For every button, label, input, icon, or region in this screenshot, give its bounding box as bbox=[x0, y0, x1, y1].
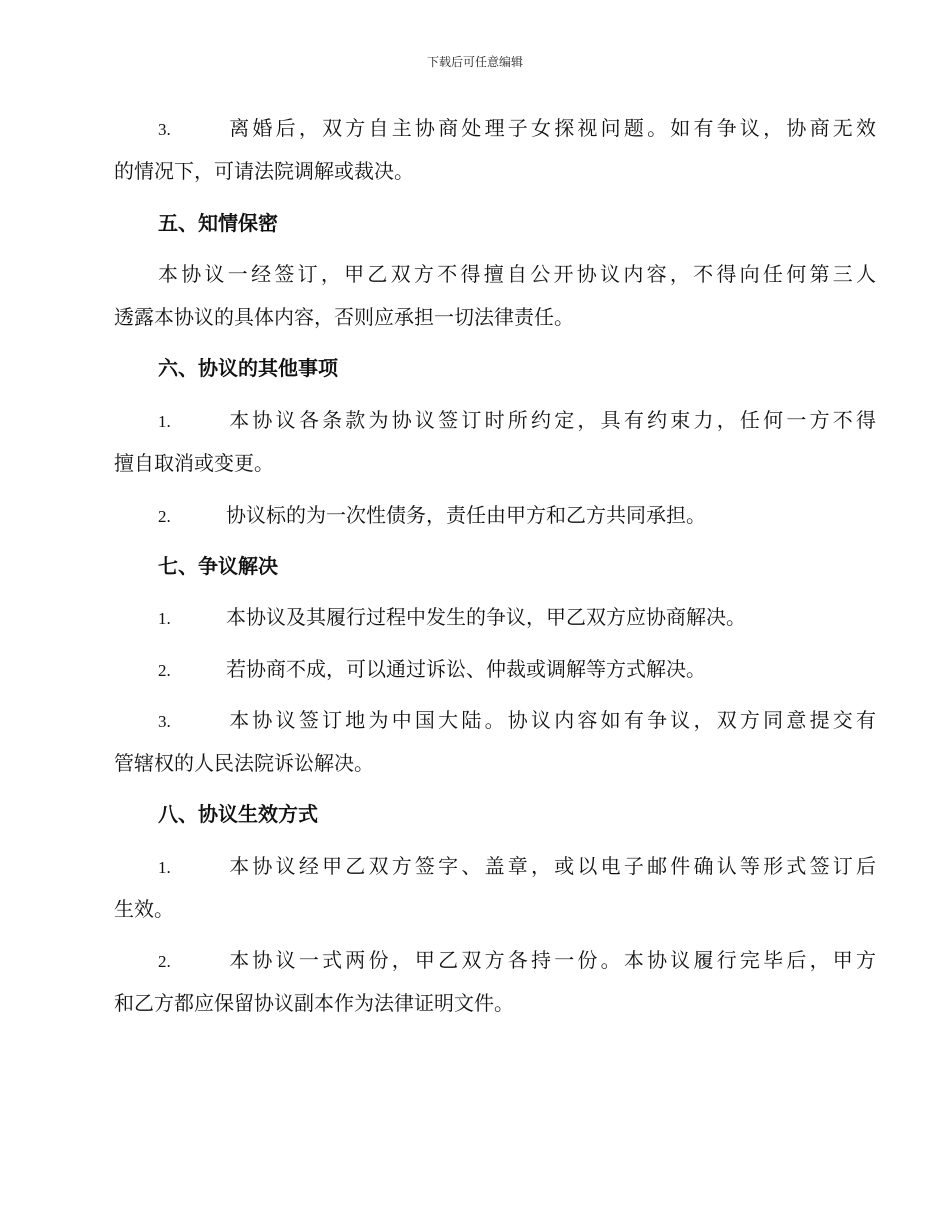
list-number: 2. bbox=[158, 952, 171, 971]
list-item-text: 本协议签订地为中国大陆。协议内容如有争议，双方同意提交有 bbox=[226, 708, 876, 732]
page-header: 下载后可任意编辑 bbox=[426, 55, 523, 69]
list-number: 1. bbox=[158, 858, 171, 877]
list-item-text: 协议标的为一次性债务，责任由甲方和乙方共同承担。 bbox=[226, 503, 706, 527]
list-number: 3. bbox=[158, 120, 171, 139]
list-number: 3. bbox=[158, 712, 171, 731]
list-item-line bbox=[114, 502, 876, 530]
list-item-continuation: 和乙方都应保留协议副本作为法律证明文件。 bbox=[114, 991, 514, 1015]
list-number: 2. bbox=[158, 661, 171, 680]
section-heading: 八、协议生效方式 bbox=[158, 802, 318, 826]
list-item-line bbox=[114, 707, 876, 735]
list-number: 2. bbox=[158, 507, 171, 526]
list-item-line bbox=[114, 604, 876, 632]
list-number: 1. bbox=[158, 609, 171, 628]
list-number: 1. bbox=[158, 412, 171, 431]
list-item-line bbox=[114, 853, 876, 881]
list-item-line bbox=[114, 115, 876, 143]
list-item-line bbox=[114, 656, 876, 684]
list-item-line bbox=[114, 407, 876, 435]
section-heading: 七、争议解决 bbox=[158, 554, 278, 578]
section-heading: 六、协议的其他事项 bbox=[158, 356, 338, 380]
list-item-continuation: 的情况下，可请法院调解或裁决。 bbox=[114, 159, 414, 183]
list-item-text: 离婚后，双方自主协商处理子女探视问题。如有争议，协商无效 bbox=[226, 116, 876, 140]
list-item-line bbox=[114, 947, 876, 975]
list-item-continuation: 管辖权的人民法院诉讼解决。 bbox=[114, 751, 374, 775]
list-item-text: 本协议各条款为协议签订时所约定，具有约束力，任何一方不得 bbox=[226, 408, 876, 432]
paragraph-line: 本协议一经签订，甲乙双方不得擅自公开协议内容，不得向任何第三人 bbox=[158, 262, 876, 286]
list-item-text: 本协议一式两份，甲乙双方各持一份。本协议履行完毕后，甲方 bbox=[226, 948, 876, 972]
list-item-text: 本协议及其履行过程中发生的争议，甲乙双方应协商解决。 bbox=[226, 605, 746, 629]
list-item-continuation: 生效。 bbox=[114, 897, 174, 921]
paragraph-line: 透露本协议的具体内容，否则应承担一切法律责任。 bbox=[114, 305, 574, 329]
list-item-text: 若协商不成，可以通过诉讼、仲裁或调解等方式解决。 bbox=[226, 657, 706, 681]
section-heading: 五、知情保密 bbox=[158, 211, 278, 235]
list-item-text: 本协议经甲乙双方签字、盖章，或以电子邮件确认等形式签订后 bbox=[226, 854, 876, 878]
list-item-continuation: 擅自取消或变更。 bbox=[114, 451, 274, 475]
